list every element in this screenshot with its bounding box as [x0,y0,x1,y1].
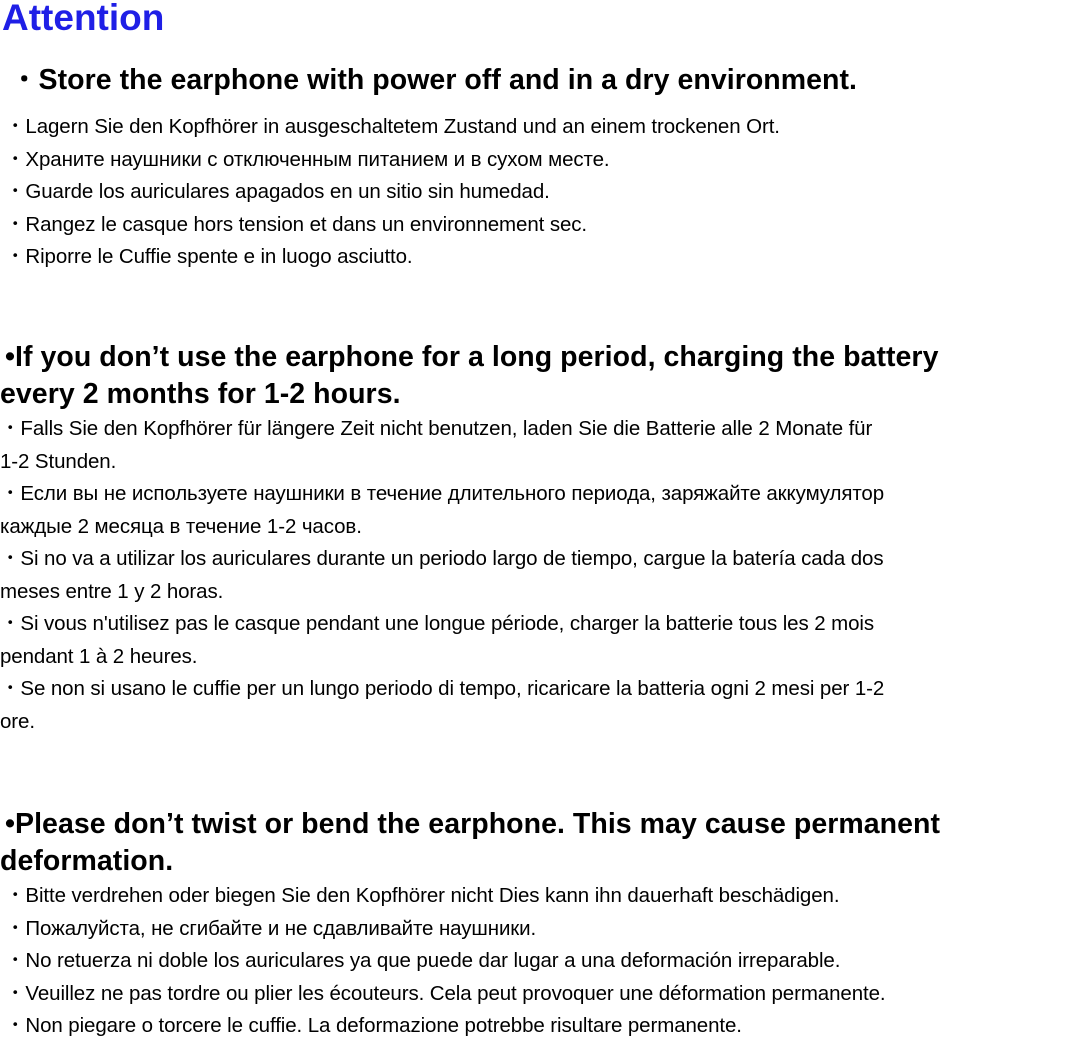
section-heading: •If you don’t use the earphone for a long period, charging the battery [5,341,939,373]
list-item: ・No retuerza ni doble los auriculares ya que puede dar lugar a una deformación irreparable. [5,949,841,972]
section-heading-continued: every 2 months for 1-2 hours. [0,378,401,410]
list-item: ・Riporre le Cuffie spente e in luogo asciutto. [5,245,413,268]
list-item: ・Guarde los auriculares apagados en un sitio sin humedad. [5,180,550,203]
list-item: ・Falls Sie den Kopfhörer für längere Zeit nicht benutzen, laden Sie die Batterie alle 2 Monate für [0,417,873,440]
section-deformation [0,806,1090,1043]
list-item: ・Se non si usano le cuffie per un lungo periodo di tempo, ricaricare la batteria ogni 2 mesi per 1-2 [0,677,885,700]
list-item: ・Lagern Sie den Kopfhörer in ausgeschaltetem Zustand und an einem trockenen Ort. [5,115,780,138]
list-item: ・Если вы не используете наушники в течение длительного периода, заряжайте аккумулятор [0,482,885,505]
list-item: ・Bitte verdrehen oder biegen Sie den Kopfhörer nicht Dies kann ihn dauerhaft beschädigen. [5,884,840,907]
section-heading: ・Store the earphone with power off and in a dry environment. [10,64,858,96]
list-item: ・Si no va a utilizar los auriculares durante un periodo largo de tiempo, cargue la batería cada dos [0,547,884,570]
section-heading-continued: deformation. [0,845,174,877]
section-storage [0,62,1090,274]
list-item: ・Rangez le casque hors tension et dans un environnement sec. [5,212,588,236]
list-item-continued: 1-2 Stunden. [0,449,117,473]
list-item-continued: pendant 1 à 2 heures. [0,644,198,668]
section-charging [0,339,1090,738]
list-item: ・Si vous n'utilisez pas le casque pendant une longue période, charger la batterie tous les 2 mois [0,612,874,635]
list-item-continued: ore. [0,709,35,733]
list-item: ・Пожалуйста, не сгибайте и не сдавливайте наушники. [5,916,537,940]
section-heading: •Please don’t twist or bend the earphone. This may cause permanent [5,808,941,840]
list-item: ・Храните наушники с отключенным питанием и в сухом месте. [5,147,610,171]
page-title: Attention [2,0,165,38]
list-item-continued: meses entre 1 y 2 horas. [0,579,224,603]
list-item-continued: каждые 2 месяца в течение 1-2 часов. [0,514,362,538]
list-item: ・Non piegare o torcere le cuffie. La deformazione potrebbe risultare permanente. [5,1014,742,1037]
list-item: ・Veuillez ne pas tordre ou plier les écouteurs. Cela peut provoquer une déformation permanente. [5,981,886,1005]
